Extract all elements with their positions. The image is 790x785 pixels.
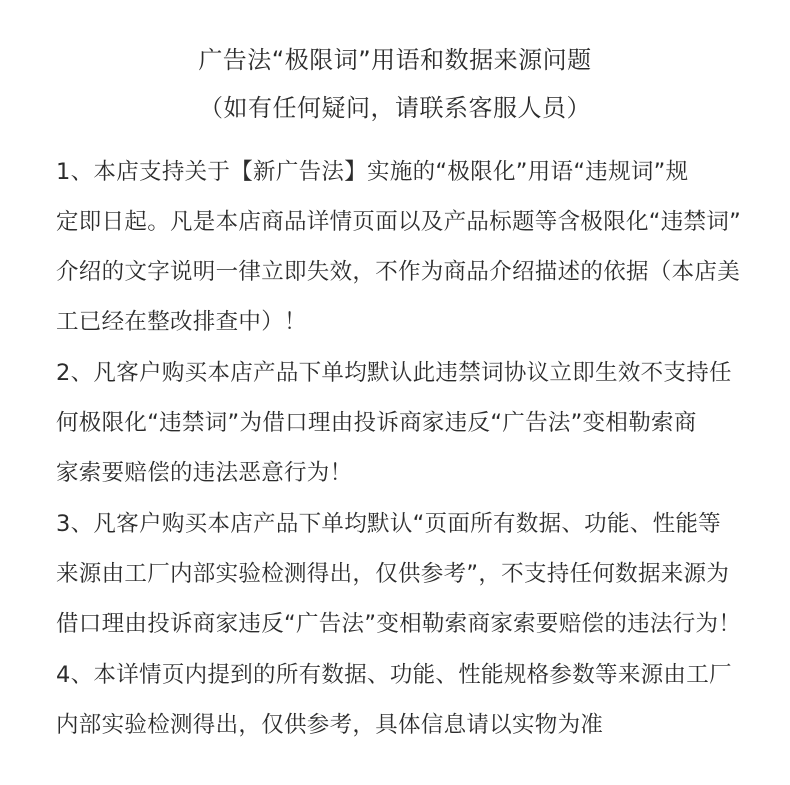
document-title: 广告法“极限词”用语和数据来源问题	[198, 46, 592, 74]
text-line: 来源由工厂内部实验检测得出，仅供参考”，不支持任何数据来源为	[56, 561, 730, 587]
text-line: 何极限化“违禁词”为借口理由投诉商家违反“广告法”变相勒索商	[56, 410, 697, 436]
text-line: 工已经在整改排查中）！	[56, 309, 307, 335]
text-line: 介绍的文字说明一律立即失效，不作为商品介绍描述的依据（本店美	[56, 259, 741, 285]
text-line: 内部实验检测得出，仅供参考，具体信息请以实物为准	[56, 712, 604, 738]
text-line: 定即日起。凡是本店商品详情页面以及产品标题等含极限化“违禁词”	[56, 209, 742, 235]
text-line: 3、凡客户购买本店产品下单均默认“页面所有数据、功能、性能等	[56, 511, 721, 537]
text-line: 家索要赔偿的违法恶意行为！	[56, 460, 353, 486]
text-line: 2、凡客户购买本店产品下单均默认此违禁词协议立即生效不支持任	[56, 360, 732, 386]
document-subtitle: （如有任何疑问，请联系客服人员）	[199, 94, 591, 122]
text-line: 4、本详情页内提到的所有数据、功能、性能规格参数等来源由工厂	[56, 662, 732, 688]
text-line: 1、本店支持关于【新广告法】实施的“极限化”用语“违规词”规	[56, 159, 689, 185]
text-line: 借口理由投诉商家违反“广告法”变相勒索商家索要赔偿的违法行为！	[56, 611, 742, 637]
